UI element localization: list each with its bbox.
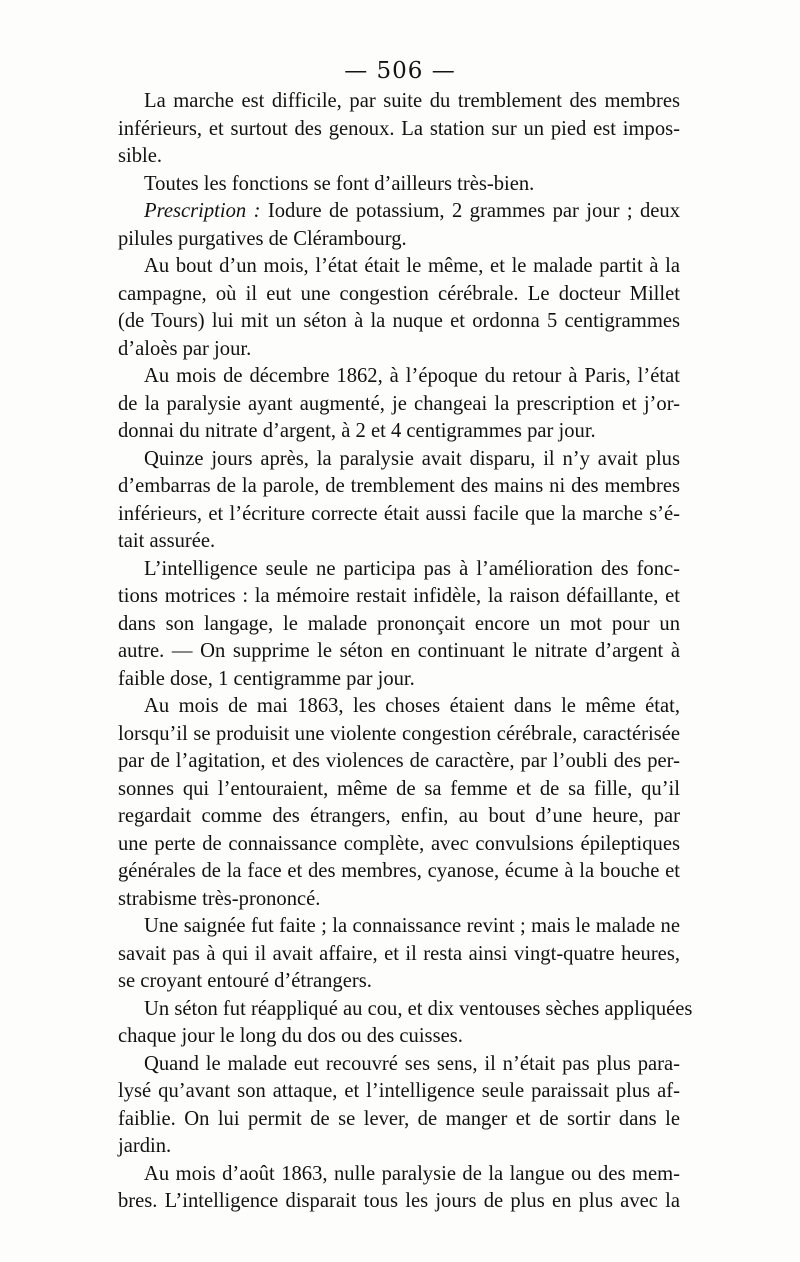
text-line-content: Iodure de potassium, 2 grammes par jour ; deux (267, 200, 681, 222)
text-line-content: campagne, où il eut une congestion cérébrale. Le docteur Millet (118, 282, 680, 305)
body-text (118, 88, 693, 1216)
text-line-content: bres. L’intelligence disparait tous les jours de plus en plus avec la (118, 1190, 680, 1212)
text-line (118, 198, 680, 226)
text-line-content: Au mois de mai 1863, les choses étaient dans le même état, (144, 695, 680, 717)
text-line (118, 831, 680, 859)
text-line-content: donnai du nitrate d’argent, à 2 et 4 centigrammes par jour. (118, 420, 596, 442)
text-line-content: tait assurée. (118, 530, 216, 552)
text-line-content: par de l’agitation, et des violences de caractère, par l’oubli des per- (118, 750, 680, 772)
text-line-content: L’intelligence seule ne participa pas à l’amélioration des fonc- (144, 557, 680, 580)
text-line-content: d’aloès par jour. (118, 337, 252, 360)
text-line (118, 308, 680, 336)
text-line (118, 446, 680, 474)
text-line-content: dans son langage, le malade prononçait encore un mot pour un (118, 612, 680, 635)
text-line-content: (de Tours) lui mit un séton à la nuque et ordonna 5 centigrammes (118, 310, 680, 332)
text-line (118, 693, 680, 721)
text-line-content: Au mois d’août 1863, nulle paralysie de la langue ou des mem- (144, 1162, 680, 1185)
text-line (118, 858, 680, 886)
text-line (118, 886, 680, 914)
text-line-content: lysé qu’avant son attaque, et l’intelligence seule paraissait plus af- (118, 1080, 680, 1102)
text-line-content: Quinze jours après, la paralysie avait disparu, il n’y avait plus (144, 447, 680, 470)
text-line (118, 941, 680, 969)
text-line-content: sible. (118, 145, 163, 167)
text-line (118, 1188, 680, 1216)
text-line (118, 803, 680, 831)
text-line-content: faible dose, 1 centigramme par jour. (118, 667, 415, 690)
text-line-content: Un séton fut réappliqué au cou, et dix ventouses sèches appliquées (144, 997, 693, 1020)
text-line (118, 143, 680, 171)
prescription-label: Prescription : (144, 200, 261, 222)
text-line (118, 996, 693, 1024)
text-line (118, 748, 680, 776)
text-line (118, 1133, 680, 1161)
text-line-content: inférieurs, et surtout des genoux. La station sur un pied est impos- (118, 117, 680, 140)
text-line-content: de la paralysie ayant augmenté, je changeai la prescription et j’or- (118, 392, 680, 415)
text-line-content: strabisme très-prononcé. (118, 887, 321, 910)
text-line (118, 556, 680, 584)
text-line (118, 473, 680, 501)
text-line-content: inférieurs, et l’écriture correcte était aussi facile que la marche s’é- (118, 502, 680, 525)
text-line-content: pilules purgatives de Clérambourg. (118, 227, 407, 250)
text-line (118, 666, 680, 694)
text-line (118, 1161, 680, 1189)
text-line (118, 226, 680, 254)
text-line (118, 363, 680, 391)
text-line-content: Au bout d’un mois, l’état était le même, et le malade partit à la (144, 255, 680, 277)
text-line (118, 336, 680, 364)
text-line (118, 418, 680, 446)
text-line-content: regardait comme des étrangers, enfin, au bout d’une heure, par (118, 805, 680, 827)
text-line (118, 638, 680, 666)
text-line (118, 116, 680, 144)
page-number: — 506 — (344, 58, 456, 84)
text-line (118, 721, 680, 749)
text-line-content: tions motrices : la mémoire restait infidèle, la raison défaillante, et (118, 585, 680, 607)
text-line (118, 1023, 680, 1051)
text-line-content: Quand le malade eut recouvré ses sens, il n’était pas plus para- (144, 1052, 680, 1075)
text-line (118, 1078, 680, 1106)
text-line-content: lorsqu’il se produisit une violente congestion cérébrale, caractérisée (118, 722, 680, 745)
text-line (118, 583, 680, 611)
text-line (118, 1106, 680, 1134)
text-line (118, 88, 680, 116)
text-line-content: sonnes qui l’entouraient, même de sa femme et de sa fille, qu’il (118, 777, 680, 800)
text-line-content: se croyant entouré d’étrangers. (118, 970, 372, 992)
text-line-content: chaque jour le long du dos ou des cuisses. (118, 1025, 463, 1047)
text-line (118, 611, 680, 639)
text-line (118, 391, 680, 419)
text-line-content: jardin. (118, 1135, 172, 1157)
text-line-content: Une saignée fut faite ; la connaissance revint ; mais le malade ne (144, 915, 680, 937)
text-line-content: Toutes les fonctions se font d’ailleurs très-bien. (144, 172, 535, 195)
text-line (118, 501, 680, 529)
text-line-content: d’embarras de la parole, de tremblement des mains ni des membres (118, 475, 680, 497)
text-line (118, 528, 680, 556)
text-line (118, 913, 680, 941)
text-line (118, 281, 680, 309)
text-line-content: savait pas à qui il avait affaire, et il resta ainsi vingt-quatre heures, (118, 942, 680, 965)
text-line (118, 1051, 680, 1079)
text-line (118, 171, 680, 199)
text-line-content: générales de la face et des membres, cyanose, écume à la bouche et (118, 860, 680, 882)
text-line-content: une perte de connaissance complète, avec convulsions épileptiques (118, 832, 680, 855)
text-line-content: Au mois de décembre 1862, à l’époque du retour à Paris, l’état (144, 365, 680, 387)
text-line-content: faiblie. On lui permit de se lever, de manger et de sortir dans le (118, 1107, 680, 1130)
text-line-content: autre. — On supprime le séton en continuant le nitrate d’argent à (118, 640, 680, 662)
text-line-content: La marche est difficile, par suite du tremblement des membres (144, 90, 680, 112)
text-line (118, 253, 680, 281)
text-line (118, 968, 680, 996)
text-line (118, 776, 680, 804)
